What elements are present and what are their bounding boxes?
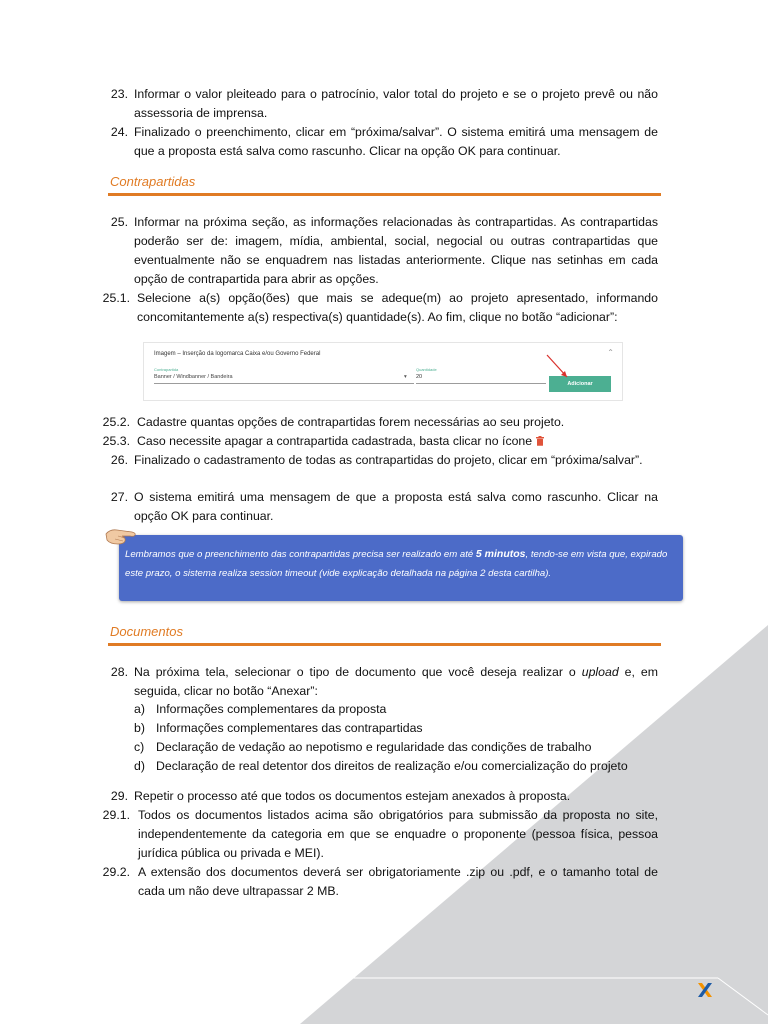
item-number: 25.3. <box>102 434 130 448</box>
item-text: Finalizado o preenchimento, clicar em “próxima/salvar”. O sistema emitirá uma mensagem de que a proposta está salva como rascunho. Clicar na opção OK para continuar. <box>134 125 658 158</box>
pointing-hand-icon <box>104 526 138 546</box>
field-underline <box>416 383 546 384</box>
item-number: 29.1. <box>102 808 130 822</box>
screenshot-title: Imagem – Inserção da logomarca Caixa e/ou Governo Federal <box>154 351 321 357</box>
screenshot-adicionar-button: Adicionar <box>549 376 611 392</box>
section-title-documentos: Documentos <box>110 624 183 639</box>
item-number: 25.1. <box>102 291 130 305</box>
item-text: A extensão dos documentos deverá ser obrigatoriamente .zip ou .pdf, e o tamanho total de cada um não deve ultrapassar 2 MB. <box>138 865 658 898</box>
item-number: 24. <box>110 125 128 139</box>
caixa-x-logo <box>696 981 714 999</box>
item-text: Cadastre quantas opções de contrapartidas forem necessárias ao seu projeto. <box>137 415 565 429</box>
trash-icon <box>536 436 544 446</box>
callout-text-part: Lembramos que o preenchimento das contrapartidas precisa ser realizado em até <box>125 549 476 560</box>
sub-item-letter: a) <box>134 702 145 716</box>
dropdown-caret-icon: ▾ <box>404 374 407 380</box>
item-number: 26. <box>110 453 128 467</box>
section-rule <box>108 643 661 646</box>
chevron-up-icon: ⌃ <box>607 348 614 357</box>
screenshot-quantity-value: 20 <box>416 374 423 380</box>
item-number: 27. <box>110 490 128 504</box>
sub-item-text: Informações complementares das contrapartidas <box>156 721 423 735</box>
field-underline <box>154 383 414 384</box>
screenshot-quantity-label: Quantidade <box>416 367 437 372</box>
item-text: Informar o valor pleiteado para o patrocínio, valor total do projeto e se o projeto prevê ou não assessoria de imprensa. <box>134 87 658 120</box>
section-rule <box>108 193 661 196</box>
sub-item-letter: c) <box>134 740 145 754</box>
callout-emphasis: 5 minutos <box>475 548 526 560</box>
sub-item-letter: b) <box>134 721 145 735</box>
item-text: Todos os documentos listados acima são obrigatórios para submissão da proposta no site, independentemente da categoria em que se enquadre o proponente (pessoa física, pessoa jurídica pública ou privada e MEI). <box>138 808 658 860</box>
sub-item-letter: d) <box>134 759 145 773</box>
sub-item-text: Informações complementares da proposta <box>156 702 387 716</box>
item-text-part: e, em seguida, clicar no botão “Anexar”: <box>134 665 659 698</box>
screenshot-field-value: Banner / Windbanner / Bandeira <box>154 374 233 380</box>
item-text: Repetir o processo até que todos os documentos estejam anexados à proposta. <box>134 789 571 803</box>
item-text: Informar na próxima seção, as informações relacionadas às contrapartidas. As contrapartidas poderão ser de: imagem, mídia, ambiental, social, negocial ou outras contrapartidas que eventualmente não se enquadrem nas listadas anteriormente. Clique nas setinhas em cada opção de contrapartida para abrir as opções. <box>134 215 658 286</box>
item-text <box>134 663 658 701</box>
item-number: 29.2. <box>102 865 130 879</box>
item-number: 25.2. <box>102 415 130 429</box>
item-text: Finalizado o cadastramento de todas as contrapartidas do projeto, clicar em “próxima/salvar”. <box>134 453 643 467</box>
item-number: 25. <box>110 215 128 229</box>
item-number: 23. <box>110 87 128 101</box>
section-title-contrapartidas: Contrapartidas <box>110 174 196 189</box>
red-arrow-icon <box>539 353 579 383</box>
item-text-italic: upload <box>581 665 619 679</box>
item-text: Selecione a(s) opção(ões) que mais se adeque(m) ao projeto apresentado, informando concomitantemente a(s) respectiva(s) quantidade(s). Ao fim, clique no botão “adicionar”: <box>137 291 658 324</box>
item-number: 29. <box>110 789 128 803</box>
sub-item-text: Declaração de vedação ao nepotismo e regularidade das condições de trabalho <box>156 740 592 754</box>
callout-text <box>125 545 677 583</box>
item-number: 28. <box>110 665 128 679</box>
sub-item-text: Declaração de real detentor dos direitos de realização e/ou comercialização do projeto <box>156 759 628 773</box>
item-text: Caso necessite apagar a contrapartida cadastrada, basta clicar no ícone <box>137 434 533 448</box>
item-text-with-icon <box>137 432 658 451</box>
info-callout <box>119 535 683 601</box>
item-text-part: Na próxima tela, selecionar o tipo de documento que você deseja realizar o <box>134 665 582 679</box>
screenshot-field-label: Contrapartida <box>154 367 179 372</box>
item-text: O sistema emitirá uma mensagem de que a proposta está salva como rascunho. Clicar na opção OK para continuar. <box>134 490 658 523</box>
embedded-form-screenshot <box>143 342 623 401</box>
callout-text-part: , tendo-se em vista que, expirado este prazo, o sistema realiza session timeout (vide explicação detalhada na página 2 desta cartilha). <box>125 549 668 579</box>
